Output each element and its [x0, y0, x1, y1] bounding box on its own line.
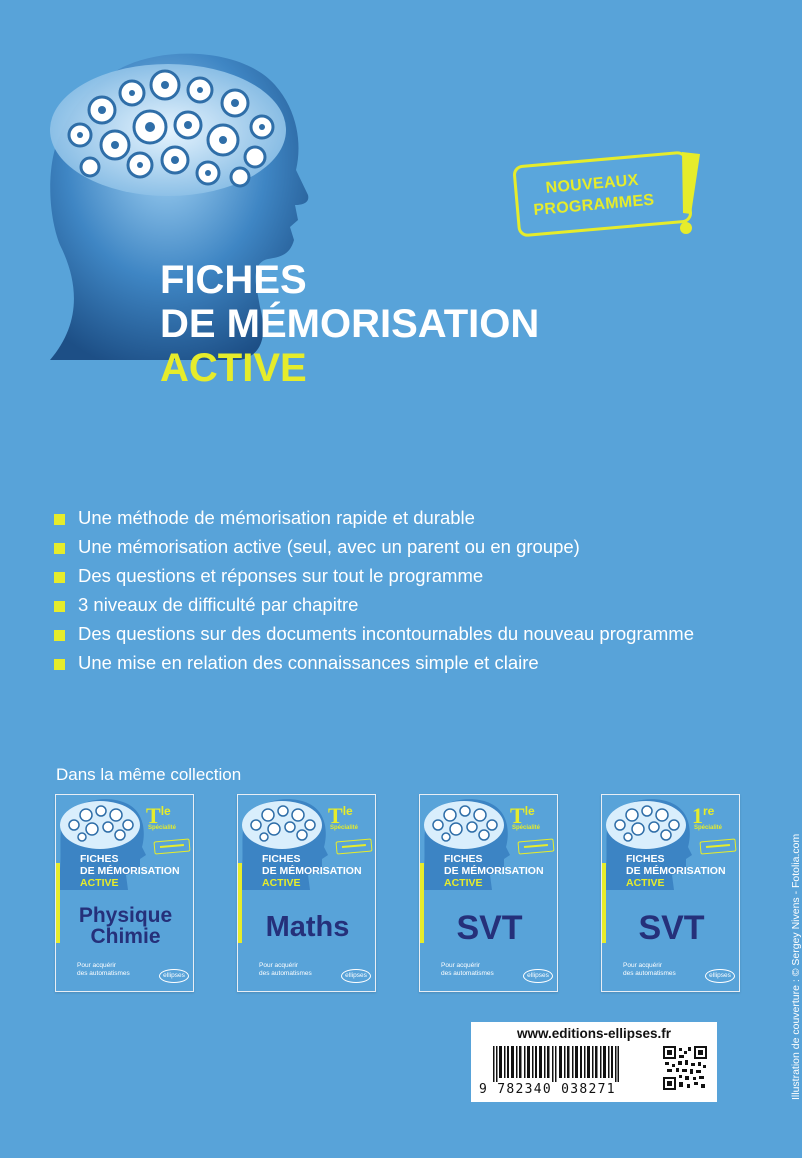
book-title: FICHES DE MÉMORISATION ACTIVE: [80, 853, 180, 889]
book-tagline: Pour acquérir des automatismes: [77, 962, 130, 977]
nouveaux-programmes-badge: [512, 151, 693, 238]
book-level: $T^{le}$: [510, 803, 535, 828]
book-tagline: Pour acquérir des automatismes: [259, 962, 312, 977]
book-maths[interactable]: [237, 794, 376, 992]
ellipses-logo: ellipses: [341, 969, 371, 983]
list-item: Une méthode de mémorisation rapide et durable: [54, 505, 694, 534]
barcode-box: [471, 1022, 717, 1102]
list-item: Des questions et réponses sur tout le programme: [54, 563, 694, 592]
ellipses-logo: ellipses: [159, 969, 189, 983]
book-title: FICHES DE MÉMORISATION ACTIVE: [262, 853, 362, 889]
book-specialty: Spécialité: [148, 825, 177, 831]
book-level: $T^{le}$: [328, 803, 353, 828]
bullet-square-icon: [54, 514, 65, 525]
qr-code: [663, 1046, 707, 1090]
book-subject: SVT: [456, 909, 523, 947]
book-level: $T^{le}$: [146, 803, 171, 828]
book-physique-chimie[interactable]: [55, 794, 194, 992]
book-tagline: Pour acquérir des automatismes: [623, 962, 676, 977]
list-item: Des questions sur des documents incontournables du nouveau programme: [54, 621, 694, 650]
isbn-digits: 9 782340 038271: [479, 1082, 616, 1097]
book-svt-premiere[interactable]: [601, 794, 740, 992]
cover-title: [160, 258, 539, 390]
publisher-url: www.editions-ellipses.fr: [516, 1026, 672, 1041]
list-item: Une mémorisation active (seul, avec un parent ou en groupe): [54, 534, 694, 563]
badge-line-2: PROGRAMMES: [532, 191, 656, 220]
book-level: 1re: [692, 803, 715, 828]
book-title: FICHES DE MÉMORISATION ACTIVE: [626, 853, 726, 889]
ellipses-logo: ellipses: [705, 969, 735, 983]
book-subject: Maths: [265, 911, 350, 943]
book-specialty: Spécialité: [512, 825, 541, 831]
badge-line-1: NOUVEAUX: [545, 171, 640, 197]
list-item: 3 niveaux de difficulté par chapitre: [54, 592, 694, 621]
book-title: FICHES DE MÉMORISATION ACTIVE: [444, 853, 544, 889]
collection-label: Dans la même collection: [56, 765, 242, 784]
bullet-square-icon: [54, 630, 65, 641]
book-subject: Physique Chimie: [78, 904, 173, 948]
book-svt-terminale[interactable]: [419, 794, 558, 992]
bullet-square-icon: [54, 572, 65, 583]
title-line-3: ACTIVE: [160, 346, 307, 390]
bullet-square-icon: [54, 659, 65, 670]
title-line-1: FICHES: [160, 258, 307, 302]
book-specialty: Spécialité: [694, 825, 723, 831]
exclamation-icon: [672, 150, 702, 240]
isbn-barcode: [493, 1046, 619, 1082]
features-list: [54, 505, 694, 679]
illustration-credit: Illustration de couverture : © Sergey Nivens - Fotolia.com: [790, 833, 802, 1100]
title-line-2: DE MÉMORISATION: [160, 302, 540, 346]
book-subject: SVT: [638, 909, 705, 947]
book-specialty: Spécialité: [330, 825, 359, 831]
bullet-square-icon: [54, 543, 65, 554]
list-item: Une mise en relation des connaissances simple et claire: [54, 650, 694, 679]
book-tagline: Pour acquérir des automatismes: [441, 962, 494, 977]
bullet-square-icon: [54, 601, 65, 612]
ellipses-logo: ellipses: [523, 969, 553, 983]
